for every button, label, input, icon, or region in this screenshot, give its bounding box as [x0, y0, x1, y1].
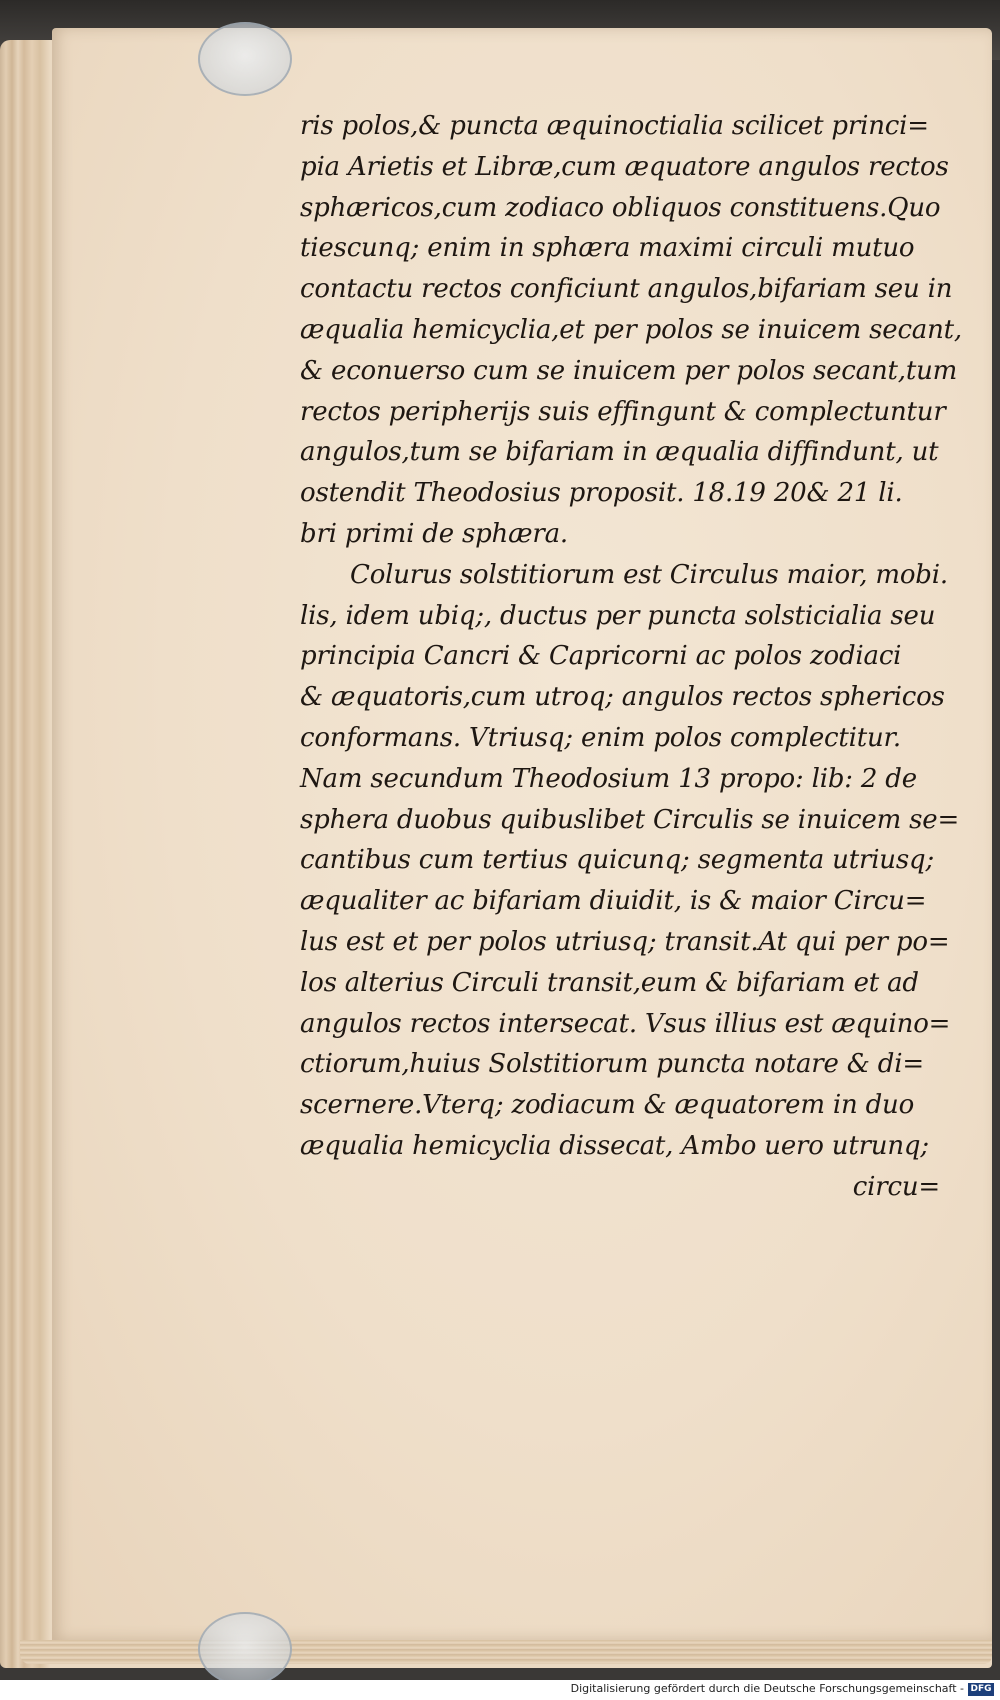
- footer-bar: [0, 1680, 1000, 1700]
- text-line: angulos,tum se bifariam in æqualia diffindunt, ut: [300, 437, 939, 468]
- text-line: cantibus cum tertius quicunq; segmenta utriusq;: [300, 845, 934, 876]
- catchword: circu=: [852, 1171, 940, 1202]
- text-line: ctiorum,huius Solstitiorum puncta notare & di=: [300, 1049, 924, 1080]
- text-line: æqualiter ac bifariam diuidit, is & maior Circu=: [300, 886, 927, 917]
- text-line: principia Cancri & Capricorni ac polos zodiaci: [300, 641, 902, 672]
- text-line: & æquatoris,cum utroq; angulos rectos sphericos: [300, 682, 945, 713]
- text-line: lis, idem ubiq;, ductus per puncta solsticialia seu: [300, 600, 936, 631]
- page-clip-top: [198, 22, 292, 96]
- text-line: Nam secundum Theodosium 13 propo: lib: 2 de: [300, 763, 917, 794]
- page-text: [300, 106, 962, 1208]
- text-line: los alterius Circuli transit,eum & bifariam et ad: [300, 967, 919, 998]
- dfg-logo: DFG: [968, 1683, 994, 1696]
- text-line: æqualia hemicyclia,et per polos se inuicem secant,: [300, 314, 962, 345]
- text-line: lus est et per polos utriusq; transit.At qui per po=: [300, 926, 950, 957]
- text-line: æqualia hemicyclia dissecat, Ambo uero utrunq;: [300, 1130, 929, 1161]
- text-line: scernere.Vterq; zodiacum & æquatorem in duo: [300, 1090, 915, 1121]
- text-line: bri primi de sphæra.: [300, 518, 568, 549]
- text-line: rectos peripherijs suis effingunt & complectuntur: [300, 396, 946, 427]
- text-line: sphera duobus quibuslibet Circulis se inuicem se=: [300, 804, 960, 835]
- text-line: tiescunq; enim in sphæra maximi circuli mutuo: [300, 233, 915, 264]
- text-line: & econuerso cum se inuicem per polos secant,tum: [300, 355, 958, 386]
- text-line: angulos rectos intersecat. Vsus illius est æquino=: [300, 1008, 951, 1039]
- text-line: sphæricos,cum zodiaco obliquos constituens.Quo: [300, 192, 941, 223]
- text-line: contactu rectos conficiunt angulos,bifariam seu in: [300, 274, 953, 305]
- text-line: ris polos,& puncta æquinoctialia scilicet princi=: [300, 111, 929, 141]
- page-edges-bottom: [20, 1640, 992, 1664]
- text-line: conformans. Vtriusq; enim polos complectitur.: [300, 722, 901, 753]
- text-line: pia Arietis et Libræ,cum æquatore angulos rectos: [300, 151, 949, 182]
- paragraph-first-line: Colurus solstitiorum est Circulus maior, mobi.: [350, 559, 948, 590]
- funding-notice: Digitalisierung gefördert durch die Deutsche Forschungsgemeinschaft -: [570, 1682, 964, 1695]
- page-clip-bottom: [198, 1612, 292, 1686]
- text-line: ostendit Theodosius proposit. 18.19 20& 21 li.: [300, 478, 903, 509]
